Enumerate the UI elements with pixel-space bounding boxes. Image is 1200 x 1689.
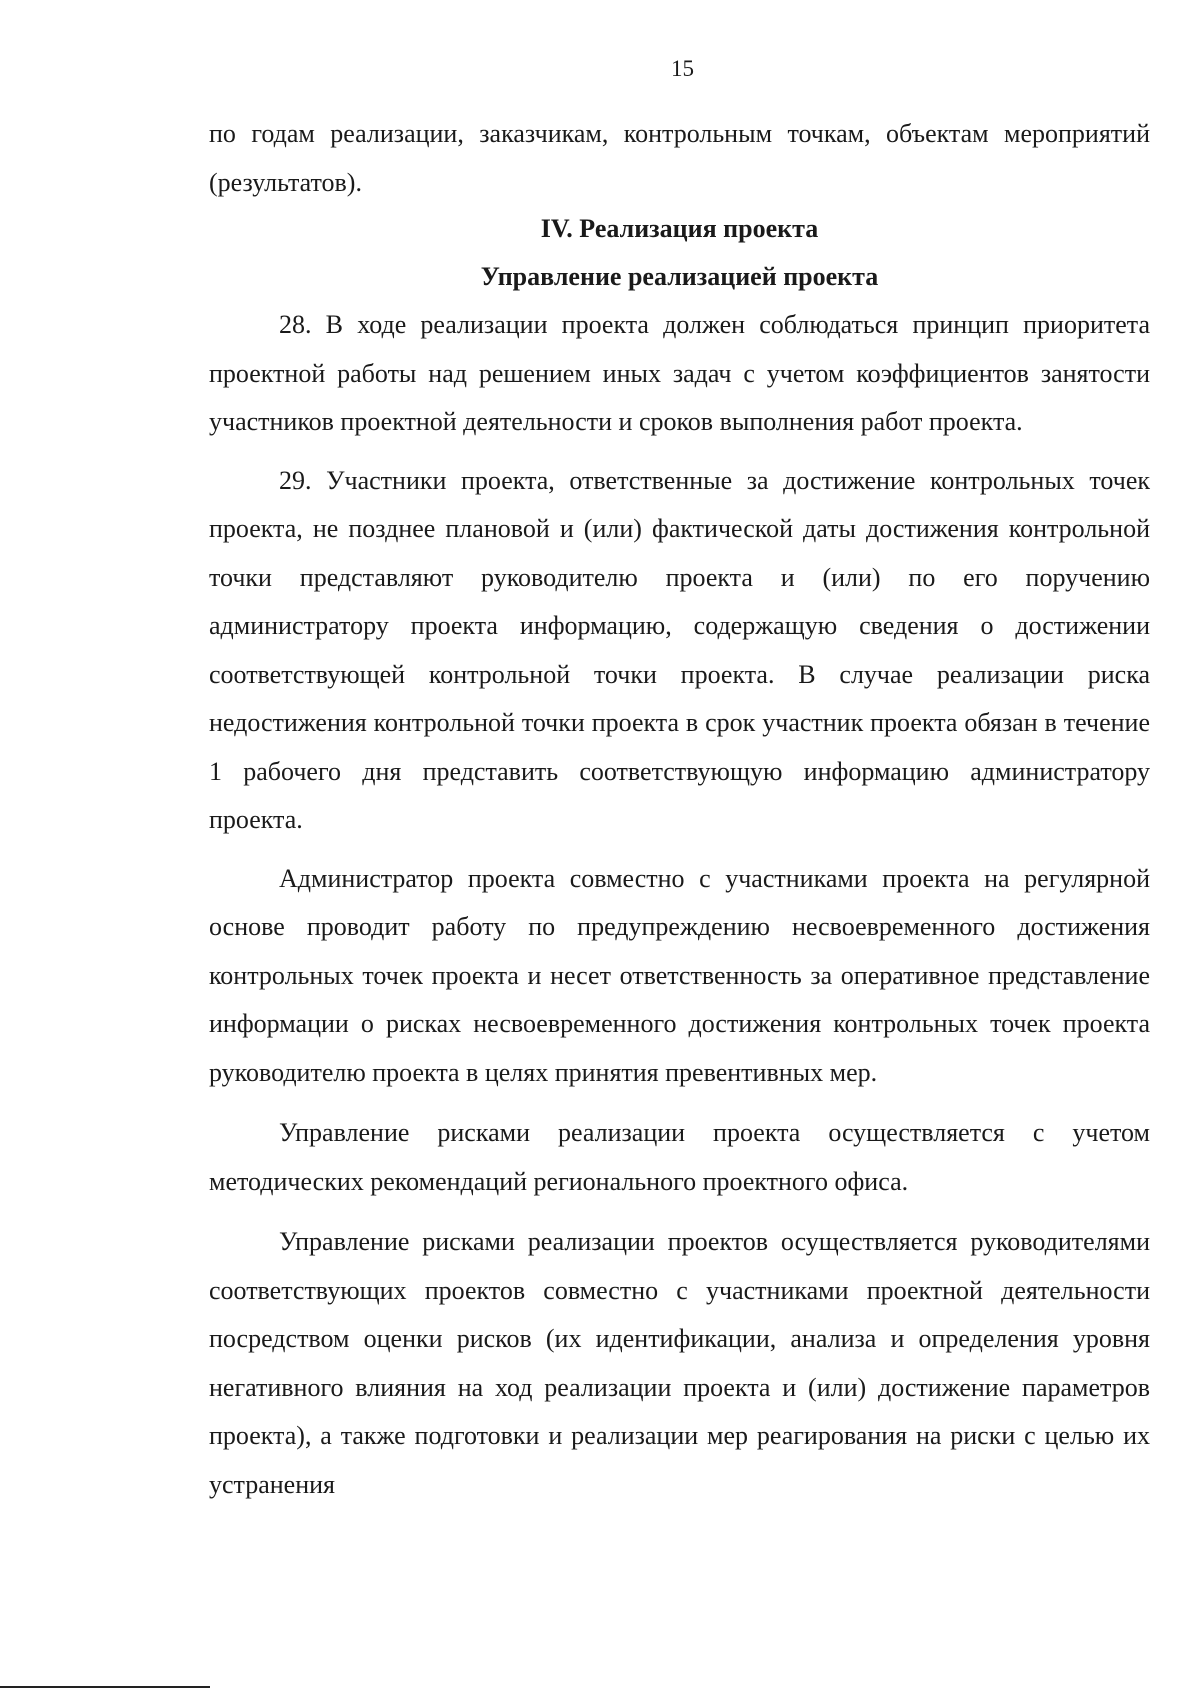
subsection-title: Управление реализацией проекта [480,262,879,291]
document-body [209,110,1150,1509]
paragraph-28: 28. В ходе реализации проекта должен соблюдаться принцип приоритета проектной работы над решением иных задач с учетом коэффициентов занятости участников проектной деятельности и сроков выполнения работ проекта. [209,310,1150,436]
paragraph-administrator: Администратор проекта совместно с участниками проекта на регулярной основе проводит работу по предупреждению несвоевременного достижения контрольных точек проекта и несет ответственность за оперативное представление информации о рисках несвоевременного достижения контрольных точек проекта руководителю проекта в целях принятия превентивных мер. [209,863,1150,1087]
page-number: 15 [671,56,694,81]
paragraph-risk-management-methodology: Управление рисками реализации проекта осуществляется с учетом методических рекомендаций регионального проектного офиса. [209,1118,1150,1196]
section-title: IV. Реализация проекта [540,214,819,243]
paragraph-risk-management-process: Управление рисками реализации проектов осуществляется руководителями соответствующих проектов совместно с участниками проектной деятельности посредством оценки рисков (их идентификации, анализа и определения уровня негативного влияния на ход реализации проекта и (или) достижение параметров проекта), а также подготовки и реализации мер реагирования на риски с целью их устранения [209,1227,1150,1499]
intro-paragraph: по годам реализации, заказчикам, контрольным точкам, объектам мероприятий (результатов). [209,119,1150,197]
footnote-divider [0,1686,210,1688]
paragraph-29: 29. Участники проекта, ответственные за достижение контрольных точек проекта, не позднее плановой и (или) фактической даты достижения контрольной точки представляют руководителю проекта и (или) по его поручению администратору проекта информацию, содержащую сведения о достижении соответствующей контрольной точки проекта. В случае реализации риска недостижения контрольной точки проекта в срок участник проекта обязан в течение 1 рабочего дня представить соответствующую информацию администратору проекта. [209,465,1150,834]
